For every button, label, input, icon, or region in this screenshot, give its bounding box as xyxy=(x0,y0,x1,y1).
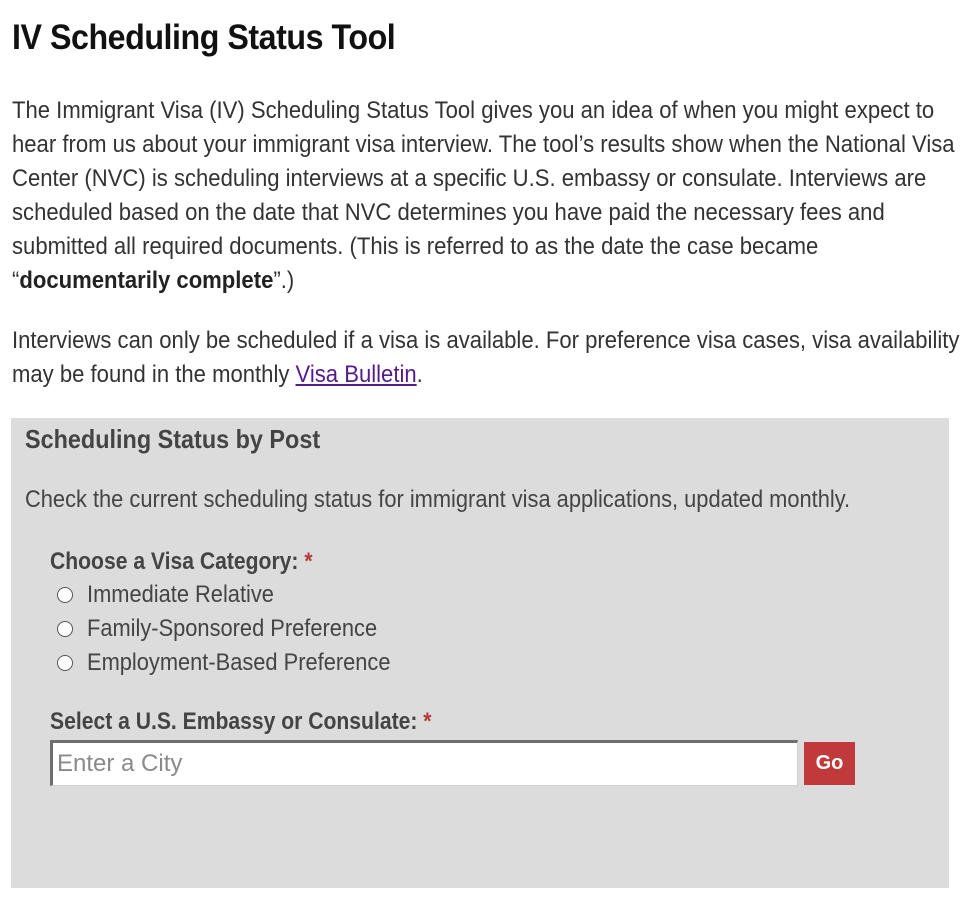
scheduling-status-panel xyxy=(11,418,949,888)
post-label-text: Select a U.S. Embassy or Consulate: xyxy=(50,708,418,735)
required-asterisk: * xyxy=(304,548,313,575)
documentarily-complete-term: documentarily complete xyxy=(19,267,274,294)
radio-employment-based-preference[interactable] xyxy=(57,648,421,678)
radio-immediate-relative[interactable] xyxy=(57,580,292,610)
required-asterisk: * xyxy=(423,708,432,735)
city-search-input[interactable] xyxy=(50,740,798,786)
radio-label: Family-Sponsored Preference xyxy=(87,615,378,642)
panel-description: Check the current scheduling status for immigrant visa applications, updated monthly. xyxy=(25,486,851,513)
intro-closing: ”.) xyxy=(273,267,295,294)
availability-paragraph xyxy=(12,324,969,392)
go-button[interactable]: Go xyxy=(804,742,855,785)
radio-family-sponsored-preference[interactable] xyxy=(57,614,406,644)
radio-button[interactable] xyxy=(57,621,73,637)
page-title: IV Scheduling Status Tool xyxy=(12,18,396,57)
visa-category-label-text: Choose a Visa Category: xyxy=(50,548,299,575)
visa-category-label xyxy=(50,548,313,576)
radio-label: Employment-Based Preference xyxy=(87,649,391,676)
intro-text: The Immigrant Visa (IV) Scheduling Status Tool gives you an idea of when you might expect to hear from us about your immigrant visa interview. The tool’s results show when the National Visa Center (NVC) is scheduling interviews at a specific U.S. embassy or consulate. Interviews are scheduled based on the date that NVC determines you have paid the necessary fees and submitted all required documents. (This is referred to as the date the case became “ xyxy=(12,97,955,294)
radio-label: Immediate Relative xyxy=(87,581,274,608)
panel-title: Scheduling Status by Post xyxy=(25,424,321,454)
intro-paragraph xyxy=(12,94,969,298)
visa-bulletin-link[interactable]: Visa Bulletin xyxy=(295,361,417,388)
radio-button[interactable] xyxy=(57,655,73,671)
radio-button[interactable] xyxy=(57,587,73,603)
availability-end: . xyxy=(416,361,423,388)
availability-text: Interviews can only be scheduled if a visa is available. For preference visa cases, visa availability may be found in the monthly xyxy=(12,327,960,388)
post-label xyxy=(50,708,431,736)
